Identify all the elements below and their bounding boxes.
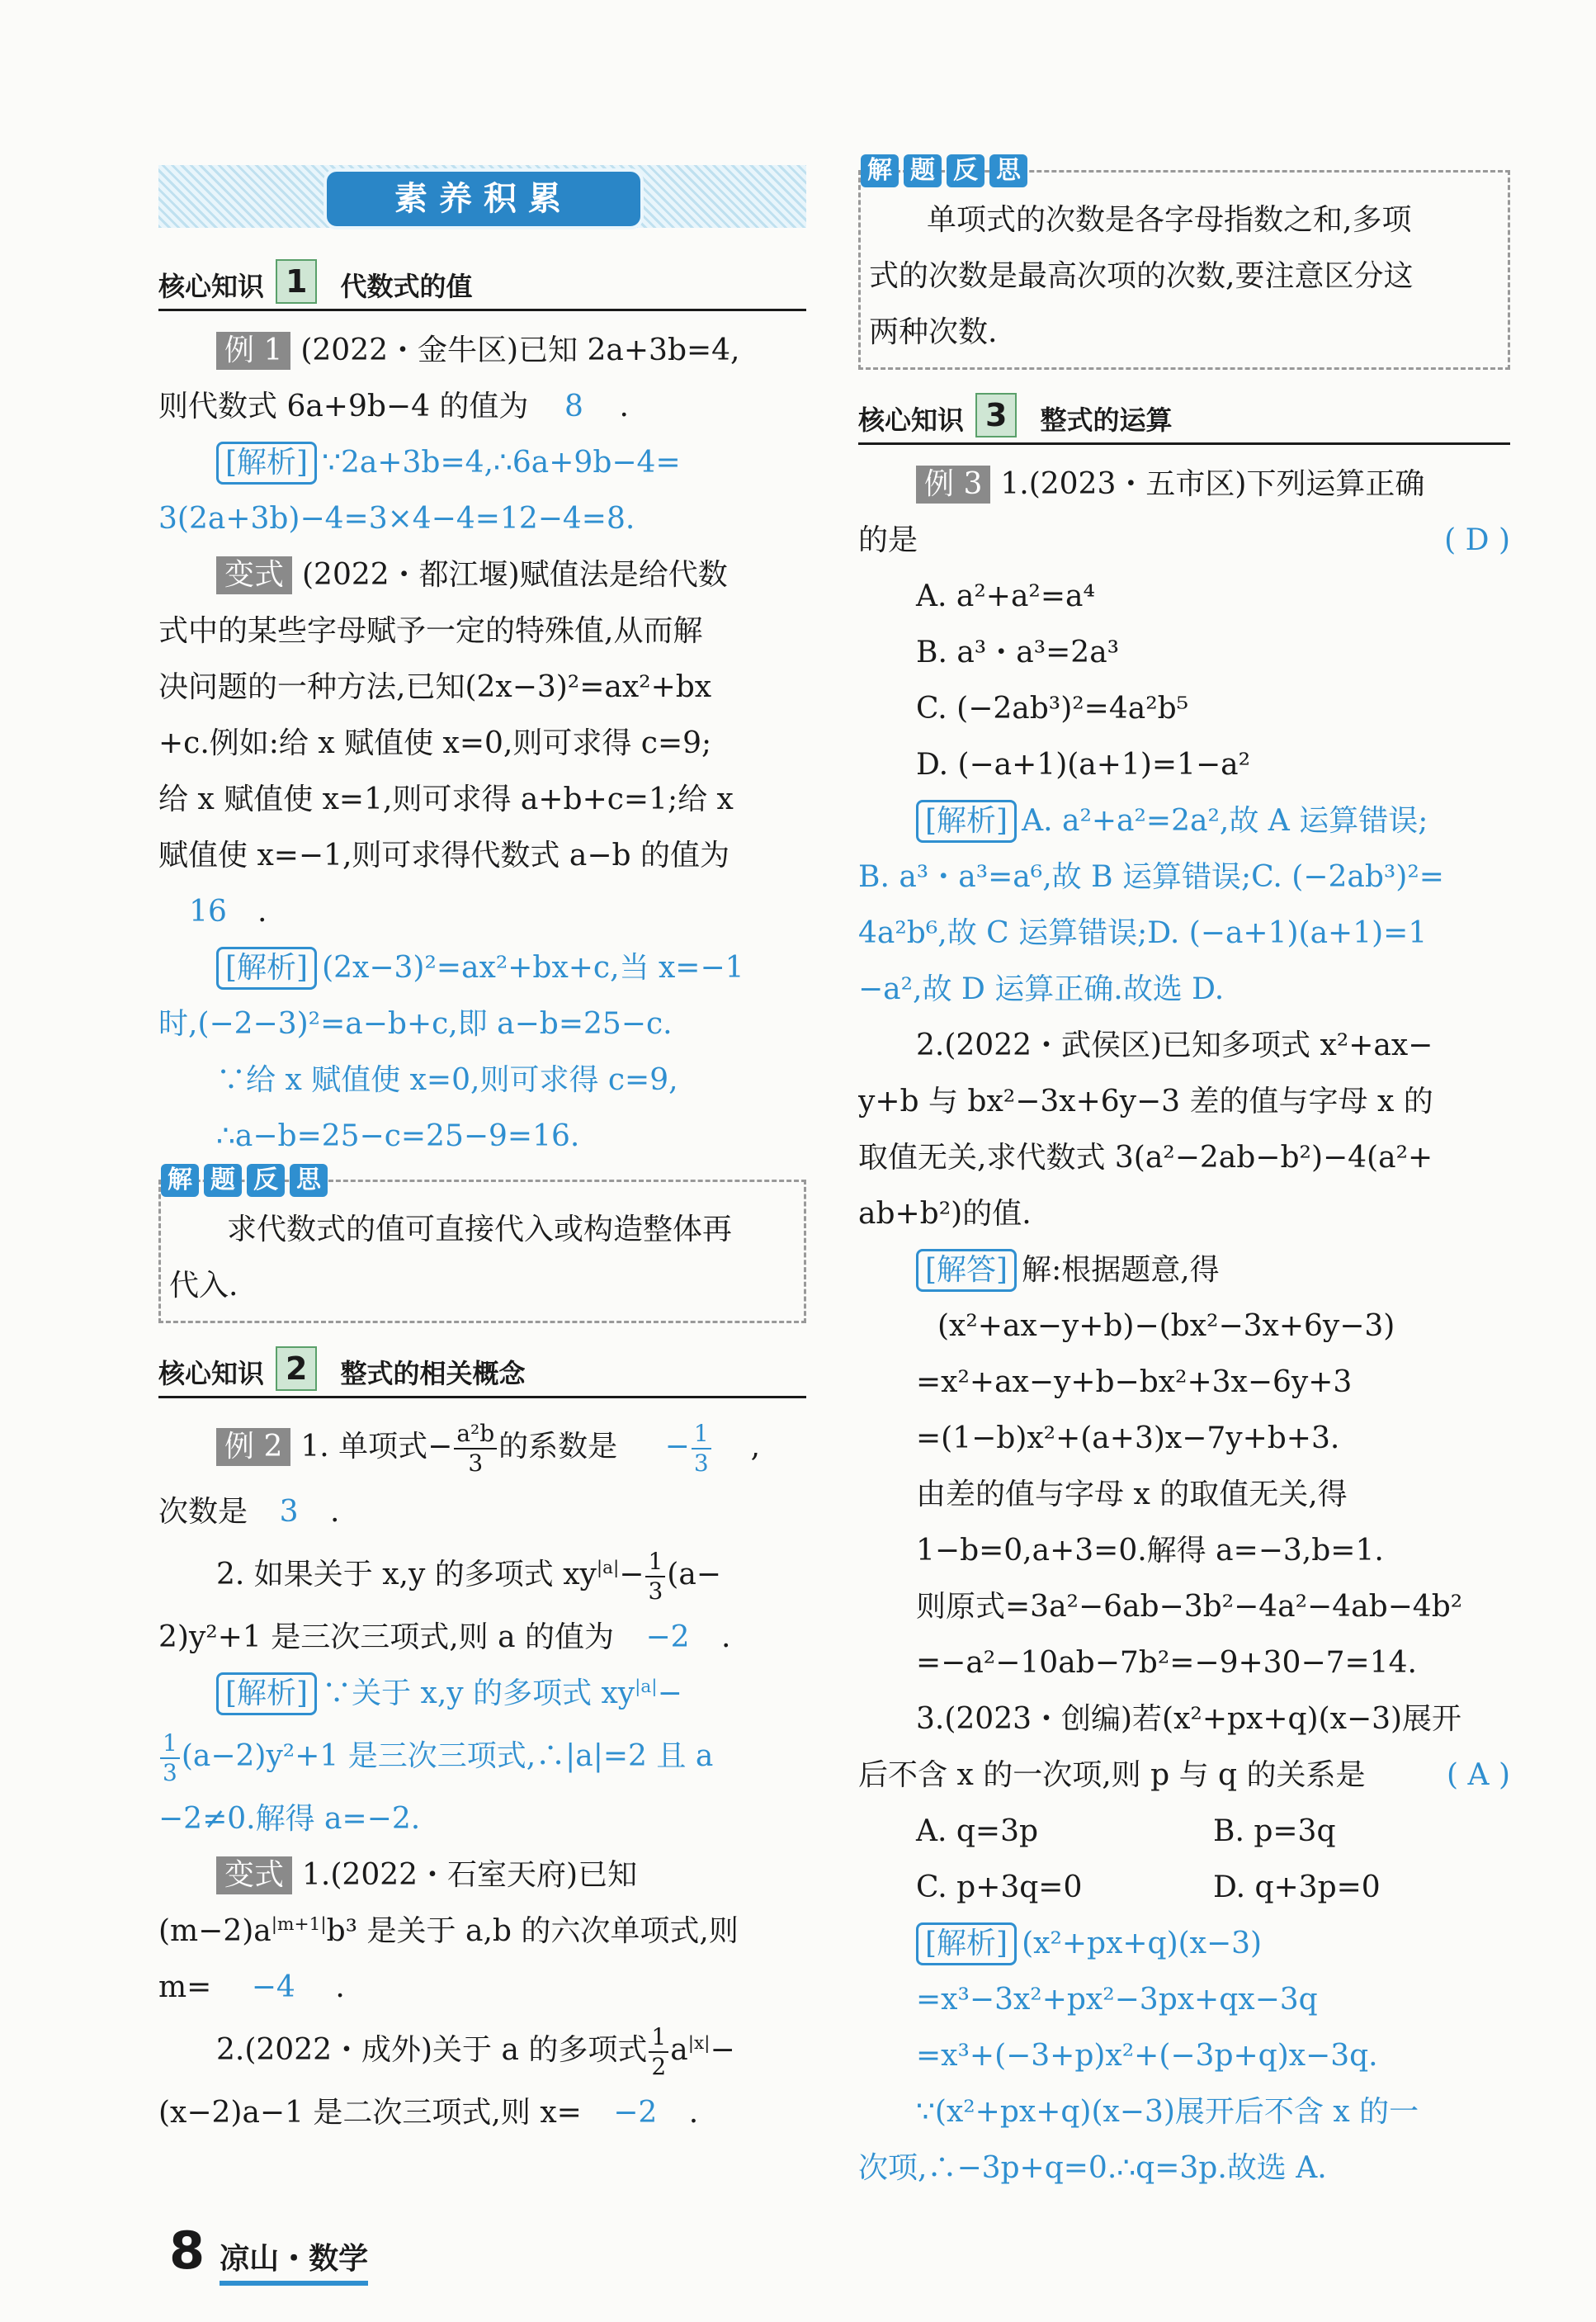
denominator: 3 <box>163 1759 177 1786</box>
option-a: A. q=3p <box>916 1814 1039 1848</box>
analysis-tag: [解析] <box>216 442 317 485</box>
question-2-line: ab+b²)的值. <box>858 1197 1032 1231</box>
analysis-line: B. a³・a³=a⁶,故 B 运算错误;C. (−2ab³)²= <box>858 860 1444 894</box>
section-label: 核心知识 <box>858 404 965 436</box>
text: (x²+px+q)(x−3) <box>1022 1927 1263 1960</box>
reflection-title <box>861 154 1027 187</box>
text: 2.(2022・成外)关于 a 的多项式 <box>216 2033 648 2067</box>
variant-2-q1-cont <box>158 1903 806 1960</box>
text: ∵关于 x,y 的多项式 xy <box>322 1676 635 1710</box>
option-d: D. q+3p=0 <box>1213 1870 1381 1904</box>
exponent: |a| <box>596 1558 620 1578</box>
example-2-q1 <box>158 1410 806 1484</box>
banner-label: 素养积累 <box>323 168 644 229</box>
analysis-line <box>858 1916 1510 1972</box>
numerator: 1 <box>160 1732 180 1759</box>
text: 解:根据题意,得 <box>1022 1253 1220 1287</box>
text: b³ 是关于 a,b 的六次单项式,则 <box>326 1914 739 1948</box>
text: (2022・都江堰)赋值法是给代数 <box>302 558 728 592</box>
text: 2)y²+1 是三次三项式,则 a 的值为 <box>158 1620 615 1654</box>
text-line: 式中的某些字母赋予一定的特殊值,从而解 <box>158 614 703 648</box>
option-c: C. p+3q=0 <box>916 1870 1083 1904</box>
section-banner <box>158 165 806 228</box>
example-2-q2-cont <box>158 1610 806 1666</box>
analysis-line <box>158 435 806 491</box>
text: ∵2a+3b=4,∴6a+9b−4= <box>322 446 681 480</box>
analysis-tag: [解析] <box>916 800 1017 843</box>
analysis-line: ∵给 x 赋值使 x=0,则可求得 c=9, <box>216 1063 678 1097</box>
exponent: |x| <box>687 2033 711 2054</box>
fraction <box>645 1550 665 1603</box>
option-b: B. p=3q <box>1213 1814 1336 1848</box>
answer-blank: −2 <box>614 1610 721 1666</box>
analysis-tag: [解析] <box>916 1922 1017 1965</box>
variant-tag: 变式 <box>216 1856 292 1894</box>
variant-1-line <box>158 547 806 603</box>
analysis-line: =x³−3x²+px²−3px+qx−3q <box>916 1983 1318 2017</box>
answer-choice: ( D ) <box>1444 523 1510 557</box>
analysis-line: 次项,∴−3p+q=0.∴q=3p.故选 A. <box>858 2151 1327 2185</box>
option-c: C. (−2ab³)²=4a²b⁵ <box>916 692 1189 726</box>
text: , <box>750 1430 761 1464</box>
question-3-line: 3.(2023・创编)若(x²+px+q)(x−3)展开 <box>916 1702 1462 1736</box>
text-line: 给 x 赋值使 x=1,则可求得 a+b+c=1;给 x <box>158 783 734 816</box>
text: 1. 单项式− <box>300 1430 453 1464</box>
analysis-line <box>158 1722 806 1791</box>
page-number: 8 <box>169 2220 205 2281</box>
solution-line: 则原式=3a²−6ab−3b²−4a²−4ab−4b² <box>916 1590 1463 1624</box>
text: 1.(2023・五市区)下列运算正确 <box>1000 467 1425 501</box>
text: 1.(2022・石室天府)已知 <box>302 1858 638 1892</box>
analysis-line: −a²,故 D 运算正确.故选 D. <box>858 972 1225 1006</box>
text: . <box>335 1970 345 2004</box>
example-2-q1-cont <box>158 1484 806 1540</box>
numerator: 1 <box>649 2026 668 2053</box>
question-2-line: 2.(2022・武侯区)已知多项式 x²+ax− <box>916 1029 1433 1062</box>
page-footer <box>169 2220 368 2286</box>
variant-1-answer-line <box>158 884 806 940</box>
denominator: 3 <box>648 1577 663 1605</box>
option-row <box>858 1804 1510 1860</box>
solution-line: =x²+ax−y+b−bx²+3x−6y+3 <box>916 1365 1353 1399</box>
section-header-3 <box>858 380 1510 445</box>
variant-2-q2 <box>158 2016 806 2085</box>
example-1-line-2 <box>158 379 806 435</box>
answer-blank: 8 <box>528 379 619 435</box>
text: A. a²+a²=2a²,故 A 运算错误; <box>1022 804 1428 838</box>
text: 后不含 x 的一次项,则 p 与 q 的关系是 <box>858 1758 1366 1792</box>
solution-line: =(1−b)x²+(a+3)x−7y+b+3. <box>916 1421 1340 1455</box>
solution-line: (x²+ax−y+b)−(bx²−3x+6y−3) <box>937 1309 1395 1343</box>
analysis-line <box>858 793 1510 849</box>
text: (a−2)y²+1 是三次三项式,∴|a|=2 且 a <box>181 1739 714 1773</box>
section-number: 2 <box>276 1346 317 1391</box>
text: 2. 如果关于 x,y 的多项式 xy <box>216 1558 597 1591</box>
section-number: 3 <box>975 393 1017 437</box>
denominator: 3 <box>468 1449 484 1477</box>
answer-blank: −4 <box>211 1960 335 2016</box>
analysis-line: 3(2a+3b)−4=3×4−4=12−4=8. <box>158 502 635 536</box>
analysis-line: 4a²b⁶,故 C 运算错误;D. (−a+1)(a+1)=1 <box>858 916 1428 950</box>
solution-line: 1−b=0,a+3=0.解得 a=−3,b=1. <box>916 1534 1384 1568</box>
reflection-box <box>858 156 1510 370</box>
denominator: 2 <box>651 2053 667 2080</box>
analysis-tag: [解析] <box>216 1672 317 1715</box>
option-d: D. (−a+1)(a+1)=1−a² <box>916 748 1250 782</box>
example-1-line-1 <box>158 323 806 379</box>
reflection-text: 单项式的次数是各字母指数之和,多项 <box>927 203 1412 237</box>
answer-choice: ( A ) <box>1447 1758 1510 1792</box>
example-tag: 例 3 <box>916 466 990 504</box>
numerator: 1 <box>692 1422 711 1449</box>
fraction <box>454 1422 497 1475</box>
option-a: A. a²+a²=a⁴ <box>916 579 1095 613</box>
text: 的是 <box>858 523 918 557</box>
text: (2x−3)²=ax²+bx+c,当 x=−1 <box>322 951 744 985</box>
reflection-box <box>158 1166 806 1323</box>
question-2-line: 取值无关,求代数式 3(a²−2ab−b²)−4(a²+ <box>858 1141 1433 1175</box>
numerator: a²b <box>454 1422 497 1449</box>
text: 次数是 <box>158 1495 248 1529</box>
reflection-char: 题 <box>904 154 942 187</box>
example-tag: 例 2 <box>216 1428 290 1466</box>
analysis-line: 时,(−2−3)²=a−b+c,即 a−b=25−c. <box>158 1007 673 1041</box>
reflection-char: 解 <box>161 1164 199 1197</box>
fraction <box>160 1729 180 1786</box>
analysis-line: =x³+(−3+p)x²+(−3p+q)x−3q. <box>916 2039 1378 2073</box>
text: (x−2)a−1 是二次三项式,则 x= <box>158 2096 582 2130</box>
reflection-char: 思 <box>290 1164 328 1197</box>
answer-blank: 16 <box>158 884 257 940</box>
section-label: 核心知识 <box>158 271 265 302</box>
text: a <box>670 2033 688 2067</box>
section-header-1 <box>158 246 806 311</box>
section-title: 整式的相关概念 <box>340 1358 526 1389</box>
solution-line: 由差的值与字母 x 的取值无关,得 <box>916 1478 1348 1511</box>
example-tag: 例 1 <box>216 332 290 370</box>
section-header-2 <box>158 1333 806 1398</box>
text: − <box>657 1676 682 1710</box>
answer-blank: −2 <box>582 2085 689 2141</box>
text: . <box>330 1495 340 1529</box>
text: (2022・金牛区)已知 2a+3b=4, <box>300 333 740 367</box>
text: 的系数是 <box>498 1430 618 1464</box>
text-line: +c.例如:给 x 赋值使 x=0,则可求得 c=9; <box>158 726 712 760</box>
text-line: 决问题的一种方法,已知(2x−3)²=ax²+bx <box>158 670 712 704</box>
text: − <box>619 1558 645 1591</box>
exponent: |a| <box>635 1676 658 1697</box>
option-row <box>858 1860 1510 1916</box>
variant-2-q1 <box>158 1847 806 1903</box>
example-2-q2 <box>158 1540 806 1610</box>
denominator: 3 <box>693 1449 709 1477</box>
fraction <box>649 2023 668 2080</box>
analysis-tag: [解析] <box>216 947 317 990</box>
section-title: 整式的运算 <box>1040 404 1173 436</box>
reflection-title <box>161 1164 328 1197</box>
text: . <box>721 1620 731 1654</box>
solution-line: =−a²−10ab−7b²=−9+30−7=14. <box>916 1646 1417 1680</box>
question-2-line: y+b 与 bx²−3x+6y−3 差的值与字母 x 的 <box>858 1085 1433 1118</box>
reflection-text: 两种次数. <box>869 315 998 349</box>
analysis-line: ∴a−b=25−c=25−9=16. <box>216 1119 580 1153</box>
variant-tag: 变式 <box>216 556 292 594</box>
reflection-text: 式的次数是最高次项的次数,要注意区分这 <box>869 259 1414 293</box>
question-3-line <box>858 1747 1510 1804</box>
reflection-char: 题 <box>204 1164 242 1197</box>
reflection-char: 解 <box>861 154 899 187</box>
analysis-line <box>158 940 806 996</box>
analysis-line: −2≠0.解得 a=−2. <box>158 1802 421 1836</box>
option-b: B. a³・a³=2a³ <box>916 636 1120 669</box>
variant-2-q2-cont <box>158 2085 806 2141</box>
reflection-char: 反 <box>947 154 985 187</box>
solution-tag: [解答] <box>916 1249 1017 1292</box>
example-3-q1 <box>858 456 1510 513</box>
answer-blank: 3 <box>248 1484 330 1540</box>
right-column <box>858 150 1510 2197</box>
reflection-text: 代入. <box>169 1269 238 1303</box>
text: . <box>619 390 629 423</box>
example-3-q1-cont <box>858 513 1510 569</box>
numerator: 1 <box>645 1550 665 1577</box>
section-label: 核心知识 <box>158 1358 265 1389</box>
analysis-line <box>158 1666 806 1722</box>
text: . <box>257 895 267 929</box>
text-line: 赋值使 x=−1,则可求得代数式 a−b 的值为 <box>158 839 730 873</box>
text: . <box>688 2096 699 2130</box>
variant-2-q1-ans <box>158 1960 806 2016</box>
text: m= <box>158 1970 212 2004</box>
left-column <box>158 239 806 2141</box>
answer-blank: − $\frac{1}{3}$ <box>627 1410 751 1484</box>
reflection-char: 思 <box>989 154 1027 187</box>
solution-line <box>858 1242 1510 1298</box>
analysis-line: ∵(x²+px+q)(x−3)展开后不含 x 的一 <box>916 2095 1419 2129</box>
text: (m−2)a <box>158 1914 272 1948</box>
text: (a− <box>667 1558 721 1591</box>
text: − <box>710 2033 735 2067</box>
text: 则代数式 6a+9b−4 的值为 <box>158 390 529 423</box>
exponent: |m+1| <box>271 1914 327 1935</box>
book-subtitle: 凉山・数学 <box>220 2235 368 2286</box>
section-title: 代数式的值 <box>340 271 473 302</box>
reflection-text: 求代数式的值可直接代入或构造整体再 <box>227 1213 733 1246</box>
section-number: 1 <box>276 259 317 304</box>
reflection-char: 反 <box>247 1164 285 1197</box>
